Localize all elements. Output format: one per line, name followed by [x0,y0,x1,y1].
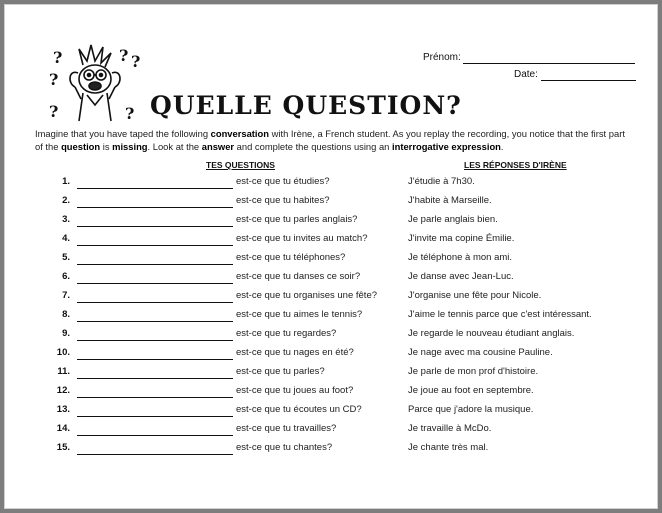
answer-blank[interactable] [77,378,233,379]
answer-blank[interactable] [77,416,233,417]
question-text: est-ce que tu étudies? [236,176,330,187]
answer-blank[interactable] [77,340,233,341]
response-text: Je téléphone à mon ami. [408,252,513,263]
question-row [5,271,658,289]
prenom-field[interactable] [463,63,635,64]
question-text: est-ce que tu écoutes un CD? [236,404,362,415]
svg-text:?: ? [49,70,59,89]
question-number: 13. [56,404,70,415]
answer-blank[interactable] [77,245,233,246]
question-row [5,347,658,365]
answers-column-heading: LES RÉPONSES D'IRÈNE [464,160,567,170]
date-label: Date: [514,69,538,80]
response-text: J'invite ma copine Émilie. [408,233,515,244]
question-text: est-ce que tu chantes? [236,442,333,453]
question-row [5,176,658,194]
question-row [5,290,658,308]
date-field[interactable] [541,80,636,81]
response-text: J'aime le tennis parce que c'est intéressant. [408,309,592,320]
answer-blank[interactable] [77,454,233,455]
question-row [5,328,658,346]
question-row [5,195,658,213]
question-text: est-ce que tu travailles? [236,423,337,434]
question-text: est-ce que tu parles anglais? [236,214,358,225]
answer-blank[interactable] [77,397,233,398]
question-text: est-ce que tu danses ce soir? [236,271,361,282]
response-text: Parce que j'adore la musique. [408,404,534,415]
response-text: Je regarde le nouveau étudiant anglais. [408,328,575,339]
svg-text:?: ? [131,52,141,71]
answer-blank[interactable] [77,264,233,265]
question-row [5,442,658,460]
answer-blank[interactable] [77,283,233,284]
answer-blank[interactable] [77,226,233,227]
answer-blank[interactable] [77,359,233,360]
intro-paragraph: Imagine that you have taped the following conversation with Irène, a French student. As you replay the recording, you notice that the first part of the question is missing. Look at the answer and complete the questions using an interrogative expression. [35,128,625,152]
question-number: 2. [62,195,70,206]
response-text: Je parle anglais bien. [408,214,498,225]
svg-text:?: ? [125,104,135,123]
question-number: 11. [57,366,70,377]
answer-blank[interactable] [77,188,233,189]
response-text: J'habite à Marseille. [408,195,492,206]
question-row [5,309,658,327]
question-number: 6. [62,271,70,282]
svg-text:?: ? [119,46,129,65]
question-row [5,423,658,441]
answer-blank[interactable] [77,207,233,208]
question-text: est-ce que tu organises une fête? [236,290,378,301]
question-number: 14. [56,423,70,434]
answer-blank[interactable] [77,321,233,322]
response-text: Je travaille à McDo. [408,423,492,434]
answer-blank[interactable] [77,435,233,436]
question-number: 12. [56,385,70,396]
question-text: est-ce que tu joues au foot? [236,385,354,396]
response-text: Je nage avec ma cousine Pauline. [408,347,553,358]
question-row [5,404,658,422]
question-number: 4. [62,233,70,244]
question-number: 8. [62,309,70,320]
question-row [5,214,658,232]
response-text: Je danse avec Jean-Luc. [408,271,514,282]
worksheet-page [4,4,658,509]
question-text: est-ce que tu invites au match? [236,233,368,244]
response-text: Je joue au foot en septembre. [408,385,534,396]
question-row [5,385,658,403]
response-text: Je chante très mal. [408,442,489,453]
question-row [5,252,658,270]
question-text: est-ce que tu habites? [236,195,330,206]
response-text: J'étudie à 7h30. [408,176,475,187]
question-text: est-ce que tu téléphones? [236,252,346,263]
question-number: 9. [62,328,70,339]
question-number: 15. [56,442,70,453]
question-row [5,233,658,251]
question-number: 5. [62,252,70,263]
question-text: est-ce que tu regardes? [236,328,337,339]
page-title: QUELLE QUESTION? [150,91,462,120]
response-text: J'organise une fête pour Nicole. [408,290,542,301]
question-text: est-ce que tu nages en été? [236,347,354,358]
response-text: Je parle de mon prof d'histoire. [408,366,539,377]
question-number: 10. [56,347,70,358]
confused-character-icon [45,43,145,123]
question-number: 3. [62,214,70,225]
questions-column-heading: TES QUESTIONS [206,160,275,170]
answer-blank[interactable] [77,302,233,303]
question-text: est-ce que tu aimes le tennis? [236,309,363,320]
prenom-label: Prénom: [423,52,461,63]
question-number: 1. [62,176,70,187]
question-text: est-ce que tu parles? [236,366,325,377]
question-row [5,366,658,384]
svg-text:?: ? [49,102,59,121]
question-number: 7. [62,290,70,301]
svg-text:?: ? [53,48,63,67]
